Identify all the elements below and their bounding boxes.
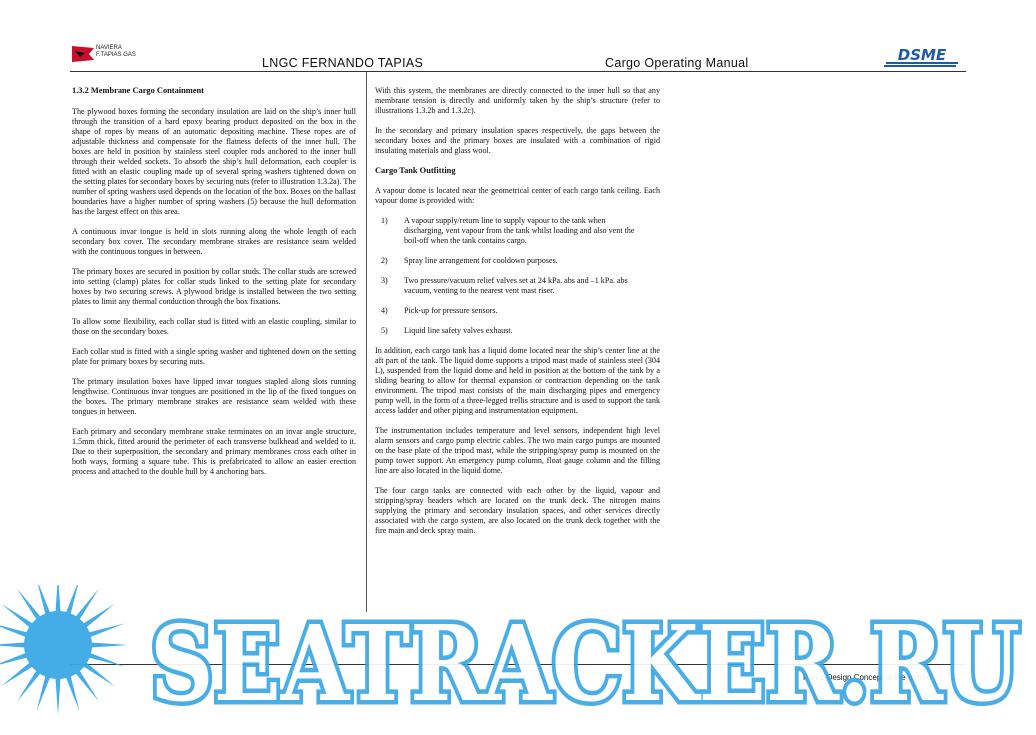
header-divider xyxy=(70,71,966,72)
paragraph: The primary insulation boxes have lipped invar tongues stapled along slots running lengthwise. Continuous invar tongues are positioned in the lip of the fixed tongues on the boxes. The primary membrane strakes are resistance seam welded with these tongues in between. xyxy=(72,377,356,416)
sunburst-ray xyxy=(17,668,43,702)
column-divider xyxy=(366,72,367,612)
sunburst-ray xyxy=(36,585,51,617)
list-text: Pick-up for pressure sensors. xyxy=(404,306,498,315)
footer-divider xyxy=(70,664,966,665)
page-number: 36 of 251 xyxy=(493,673,527,682)
paragraph: A continuous invar tongue is held in slots running along the whole length of each secondary box cover. The secondary membrane strakes are resistance seam welded with the continuous tongues in between. xyxy=(72,227,356,256)
paragraph: The instrumentation includes temperature and level sensors, independent high level alarm sensors and cargo pump electric cables. The two main cargo pumps are mounted on the base plate of the tripod mast, while the stripping/spray pump is mounted on the pump tower support. An emergency pump column, float gauge column and the filling line are also located in the liquid dome. xyxy=(375,426,660,475)
paragraph: The four cargo tanks are connected with each other by the liquid, vapour and stripping/spray headers which are located on the trunk deck. The nitrogen mains supplying the primary and secondary insulation spaces, and other services directly associated with the cargo system, are also located on the trunk deck together with the fire main and deck spray main. xyxy=(375,486,660,535)
list-item xyxy=(375,276,660,296)
sunburst-ray xyxy=(88,642,128,647)
dsme-logo xyxy=(882,46,962,68)
list-item xyxy=(375,326,660,336)
paragraph: In the secondary and primary insulation spaces respectively, the gaps between the secondary boxes and the primary boxes are insulated with a combination of rigid insulating materials and glass wool. xyxy=(375,126,660,155)
sunburst-ray xyxy=(55,675,60,715)
company-name xyxy=(96,45,136,59)
company-line-1: NAVIERA xyxy=(96,45,122,51)
sunburst-ray xyxy=(65,673,80,712)
list-text: Spray line arrangement for cooldown purposes. xyxy=(404,256,558,265)
dsme-logo-text: DSME xyxy=(897,46,947,64)
list-number: 1) xyxy=(381,216,388,225)
sunburst-icon xyxy=(0,585,128,715)
sunburst-ray xyxy=(55,585,60,615)
watermark xyxy=(0,585,1036,735)
sunburst-ray xyxy=(65,585,80,617)
list-text: A vapour supply/return line to supply vapour to the tank when discharging, vent vapour from the tank whilst loading and also vent the boil-off when the tank contains cargo. xyxy=(404,216,635,245)
paragraph: To allow some flexibility, each collar stud is fitted with an elastic coupling, similar to those on the secondary boxes. xyxy=(72,317,356,336)
sunburst-ray xyxy=(0,623,30,638)
sunburst-ray xyxy=(0,642,28,647)
right-column xyxy=(375,86,660,546)
list-number: 4) xyxy=(381,306,388,315)
list-number: 5) xyxy=(381,326,388,335)
sunburst-ray xyxy=(73,588,99,622)
company-flag-logo xyxy=(72,46,94,62)
sunburst-ray xyxy=(81,604,115,630)
paragraph: The primary boxes are secured in position by collar studs. The collar studs are screwed into setting (clamp) plates for collar studs linked to the setting plate for secondary boxes by two securing screws. A plywood bridge is installed between the two setting plates to limit any thermal conduction through the box fixations. xyxy=(72,267,356,306)
paragraph: With this system, the membranes are directly connected to the inner hull so that any membrane tension is directly and uniformly taken by the ship’s structure (refer to illustrations 1.3.2b and 1.3.2c). xyxy=(375,86,660,115)
sunburst-ray xyxy=(86,623,125,638)
list-item xyxy=(375,216,660,246)
manual-title: Cargo Operating Manual xyxy=(605,56,749,70)
paragraph: The plywood boxes forming the secondary insulation are laid on the ship’s inner hull through the transition of a hard epoxy bearing product deposited on the box in the shape of ropes by means of an automatic depositing machine. These ropes are of adjustable thickness and compensate for the flatness defects of the inner hull. The boxes are held in position by stainless steel coupler rods anchored to the inner hull through their welded sockets. To absorb the ship’s hull deformation, each coupler is fitted with an elastic coupling made up of several spring washers tightened down on the setting plates for secondary boxes by securing nuts (refer to illustration 1.3.2a). The number of spring washers used depends on the location of the box. Boxes on the ballast boundaries have a higher number of spring washers (5) because the hull deformation has the largest effect on this area. xyxy=(72,107,356,216)
list-item xyxy=(375,306,660,316)
company-line-2: F.TAPIAS GAS xyxy=(96,52,136,58)
paragraph: Each collar stud is fitted with a single spring washer and tightened down on the setting plate for primary boxes by securing nuts. xyxy=(72,347,356,366)
left-column xyxy=(72,86,356,487)
sunburst-ray xyxy=(1,660,35,686)
list-text: Liquid line safety valves exhaust. xyxy=(404,326,513,335)
paragraph: Each primary and secondary membrane strake terminates on an invar angle structure, 1.5mm thick, fitted around the perimeter of each transverse bulkhead and welded to it. Due to their superposition, the secondary and primary membranes cross each other in both ways, forming a square tube. This is prefabricated to allow an easier erection process and attached to the double hull by 4 anchoring bars. xyxy=(72,427,356,476)
list-text: Two pressure/vacuum relief valves set at 24 kPa. abs and –1 kPa. abs vacuum, venting to the nearest vent mast riser. xyxy=(404,276,628,295)
subheading: Cargo Tank Outfitting xyxy=(375,166,456,175)
sunburst-ray xyxy=(36,673,51,712)
vessel-title: LNGC FERNANDO TAPIAS xyxy=(262,56,424,70)
sunburst-ray xyxy=(73,668,99,702)
list-number: 2) xyxy=(381,256,388,265)
sunburst-ray xyxy=(0,652,30,667)
paragraph: A vapour dome is located near the geometrical center of each cargo tank ceiling. Each vapour dome is provided with: xyxy=(375,186,660,205)
list-item xyxy=(375,256,660,266)
sunburst-ray xyxy=(17,588,43,622)
paragraph: In addition, each cargo tank has a liquid dome located near the ship’s center line at the aft part of the tank. The liquid dome supports a tripod mast made of stainless steel (304 L), suspended from the liquid dome and held in position at the bottom of the tank by a sliding bearing to allow for thermal expansion or contraction depending on the tank environment. The tripod mast consists of the main discharging pipes and emergency pump well, in the form of a three-legged trellis structure and is used to support the tank access ladder and other piping and instrumentation equipment. xyxy=(375,346,660,415)
sunburst-ray xyxy=(1,604,35,630)
page-header xyxy=(70,44,966,72)
section-title: Part 1 Design Concept of the Vessel xyxy=(803,673,932,682)
list-number: 3) xyxy=(381,276,388,285)
section-heading: 1.3.2 Membrane Cargo Containment xyxy=(72,86,204,95)
watermark-text: SEATRACKER.RU xyxy=(150,602,1020,725)
